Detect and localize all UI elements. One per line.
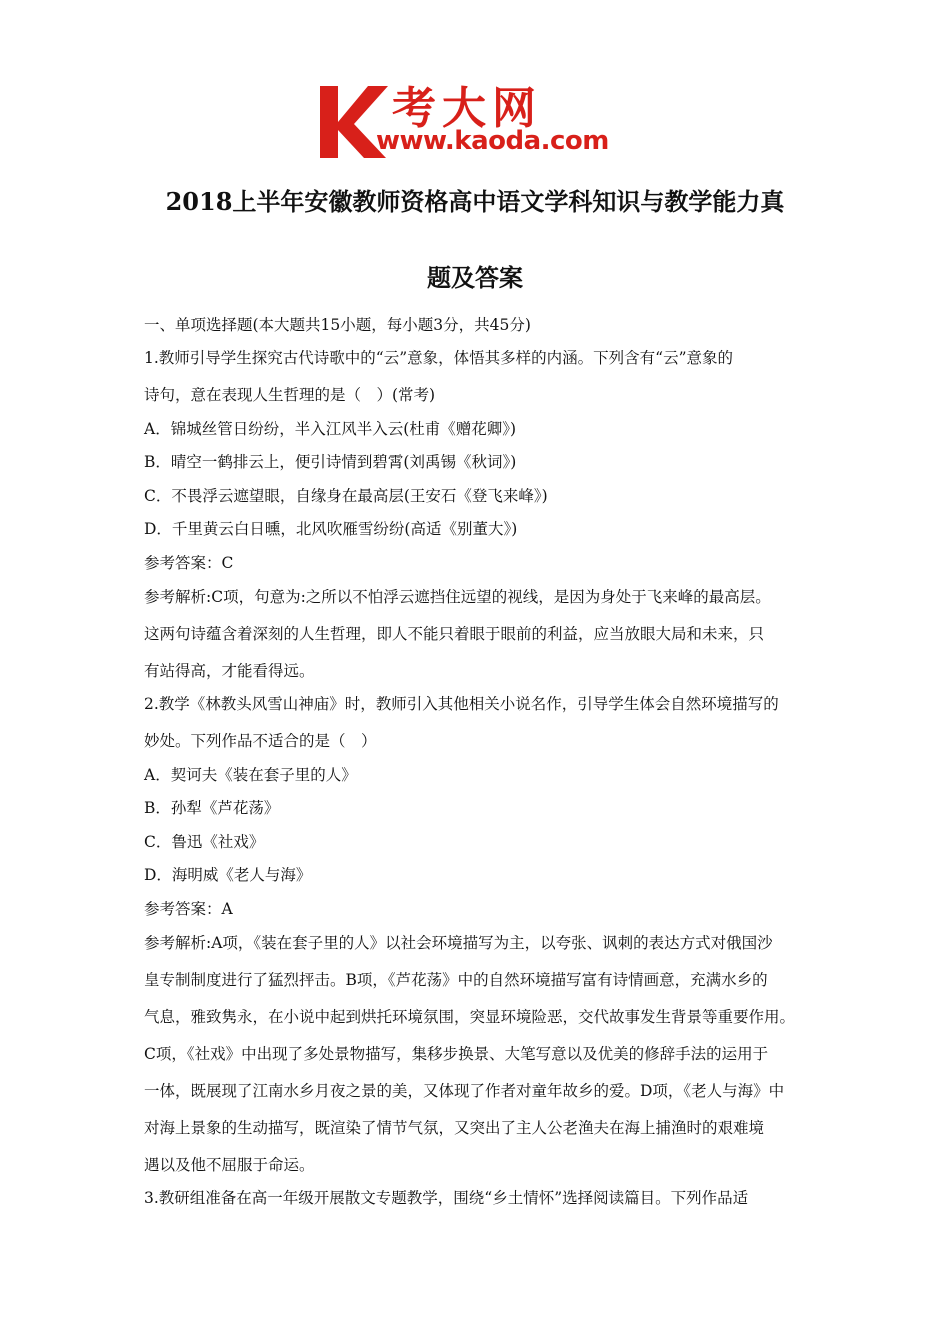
question-2-stem: 2.教学《林教头风雪山神庙》时，教师引入其他相关小说名作，引导学生体会自然环境描写的 — [144, 695, 779, 713]
question-2-analysis-cont: 皇专制制度进行了猛烈抨击。B项，《芦花荡》中的自然环境描写富有诗情画意，充满水乡的 — [144, 971, 768, 989]
question-2-option-c: C．鲁迅《社戏》 — [144, 833, 265, 851]
kaoda-logo — [318, 78, 638, 160]
question-2-option-d: D．海明威《老人与海》 — [144, 866, 312, 884]
question-2-analysis-cont: 一体，既展现了江南水乡月夜之景的美，又体现了作者对童年故乡的爱。D项，《老人与海》中 — [144, 1082, 785, 1100]
question-2-analysis-cont: 对海上景象的生动描写，既渲染了情节气氛，又突出了主人公老渔夫在海上捕渔时的艰难境 — [144, 1119, 765, 1137]
question-1-option-c: C．不畏浮云遮望眼，自缘身在最高层(王安石《登飞来峰》) — [144, 487, 548, 505]
question-1-analysis-cont: 有站得高，才能看得远。 — [144, 662, 315, 680]
section-heading: 一、单项选择题(本大题共15小题，每小题3分，共45分) — [144, 316, 531, 334]
question-2-option-b: B．孙犁《芦花荡》 — [144, 799, 280, 817]
question-2-analysis-cont: 气息，雅致隽永，在小说中起到烘托环境氛围，突显环境险恶，交代故事发生背景等重要作用。 — [144, 1008, 796, 1026]
question-1-option-d: D．千里黄云白日曛，北风吹雁雪纷纷(高适《别董大》) — [144, 520, 518, 538]
question-1-stem: 1.教师引导学生探究古代诗歌中的“云”意象，体悟其多样的内涵。下列含有“云”意象的 — [144, 349, 733, 367]
question-2-analysis-cont: 遇以及他不屈服于命运。 — [144, 1156, 315, 1174]
question-2-analysis: 参考解析:A项，《装在套子里的人》以社会环境描写为主，以夸张、讽刺的表达方式对俄国沙 — [144, 934, 773, 952]
doc-title-line-2: 题及答案 — [427, 263, 523, 292]
question-2-answer: 参考答案：A — [144, 900, 233, 918]
question-1-analysis: 参考解析:C项，句意为:之所以不怕浮云遮挡住远望的视线，是因为身处于飞来峰的最高层。 — [144, 588, 771, 606]
question-1-option-a: A．锦城丝管日纷纷，半入江风半入云(杜甫《赠花卿》) — [144, 420, 517, 438]
question-1-stem-cont: 诗句，意在表现人生哲理的是（ ）(常考) — [144, 386, 436, 404]
question-2-stem-cont: 妙处。下列作品不适合的是（ ） — [144, 732, 377, 750]
question-1-analysis-cont: 这两句诗蕴含着深刻的人生哲理，即人不能只着眼于眼前的利益，应当放眼大局和未来，只 — [144, 625, 765, 643]
doc-title-line-1: 2018上半年安徽教师资格高中语文学科知识与教学能力真 — [165, 187, 785, 216]
logo-url-text: www.kaoda.com — [376, 126, 609, 156]
question-2-option-a: A．契诃夫《装在套子里的人》 — [144, 766, 357, 784]
question-1-option-b: B．晴空一鹤排云上，便引诗情到碧霄(刘禹锡《秋词》) — [144, 453, 517, 471]
question-2-analysis-cont: C项，《社戏》中出现了多处景物描写，集移步换景、大笔写意以及优美的修辞手法的运用于 — [144, 1045, 769, 1063]
question-1-answer: 参考答案：C — [144, 554, 234, 572]
question-3-stem: 3.教研组准备在高一年级开展散文专题教学，围绕“乡土情怀”选择阅读篇目。下列作品适 — [144, 1189, 749, 1207]
logo-brand-text: 考大网 — [392, 83, 542, 134]
